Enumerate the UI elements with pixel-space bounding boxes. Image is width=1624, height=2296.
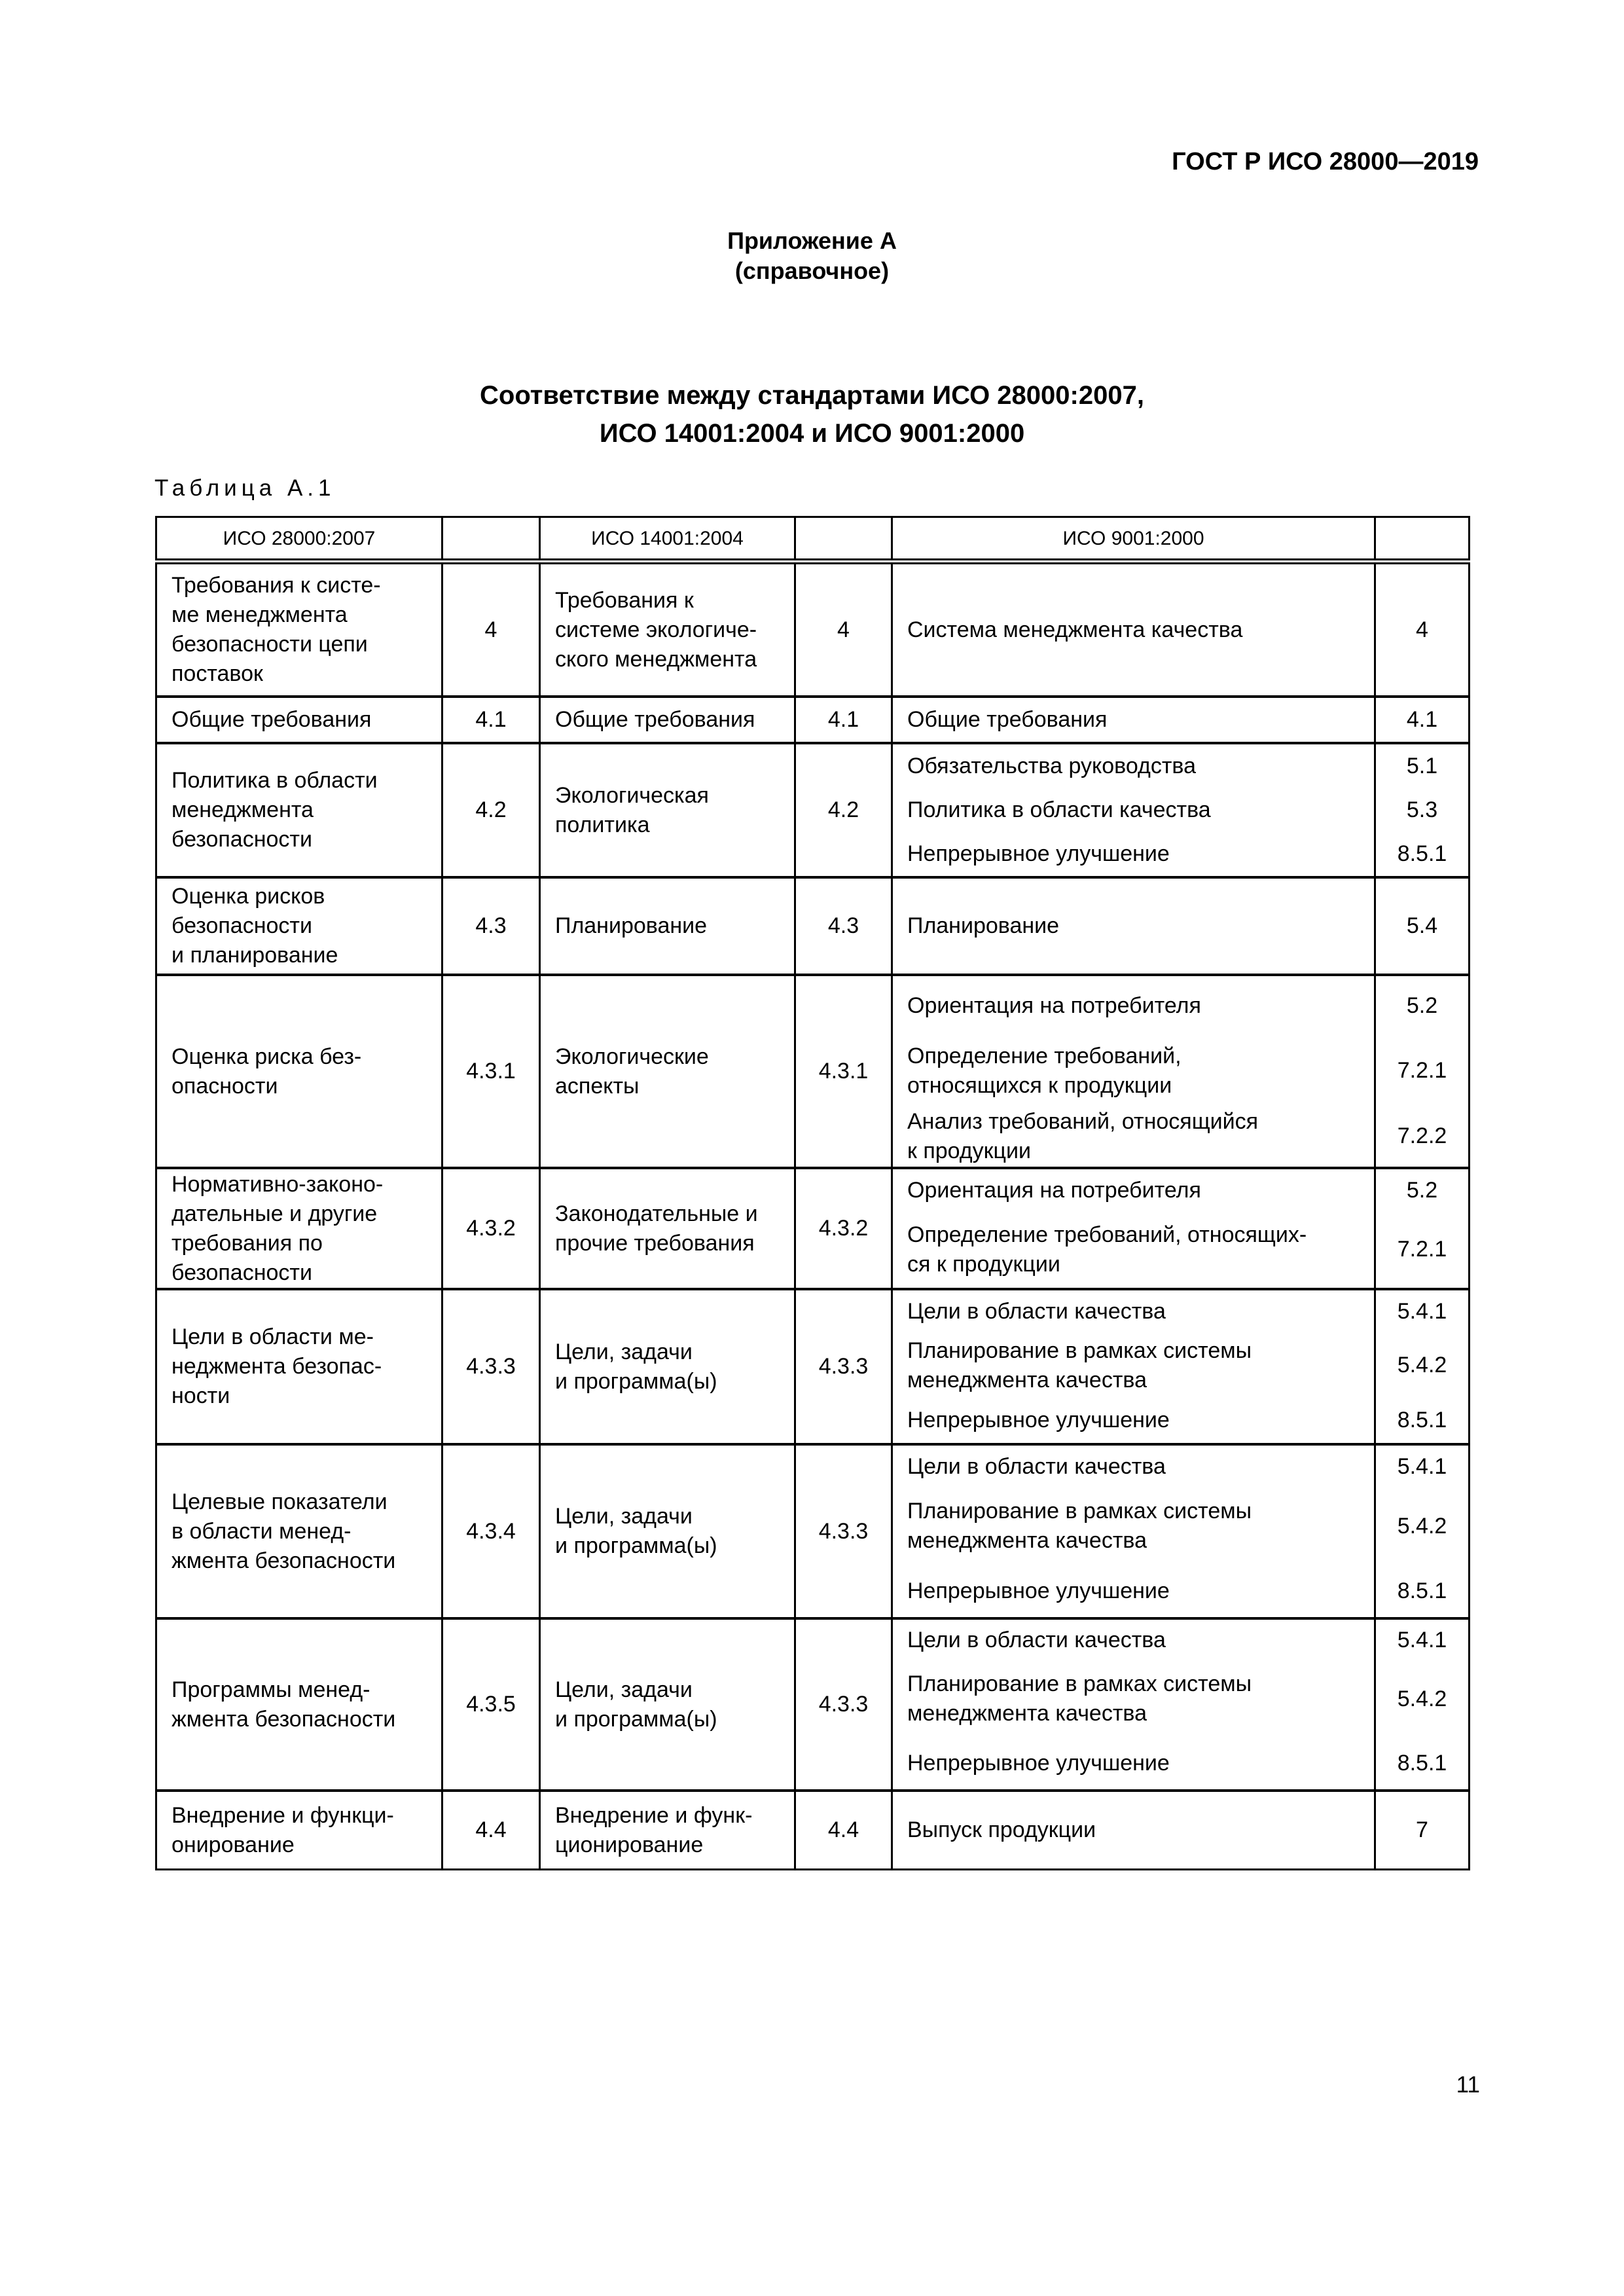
iso28000-requirement: Нормативно-законо- дательные и другие требования по безопасности [156, 1168, 442, 1289]
iso9001-clause: 8.5.1 [1375, 832, 1470, 877]
iso28000-clause: 4.1 [442, 697, 540, 743]
iso28000-requirement: Программы менед- жмента безопасности [156, 1618, 442, 1791]
iso9001-requirement: Определение требований, относящих- ся к продукции [892, 1211, 1375, 1289]
iso14001-requirement: Цели, задачи и программа(ы) [540, 1444, 795, 1618]
iso14001-requirement: Цели, задачи и программа(ы) [540, 1618, 795, 1791]
iso9001-clause: 5.1 [1375, 743, 1470, 788]
iso14001-clause: 4.3.2 [795, 1168, 892, 1289]
iso14001-requirement: Требования к системе экологиче- ского менеджмента [540, 562, 795, 697]
iso9001-clause: 5.4.2 [1375, 1487, 1470, 1565]
table-row [156, 1618, 1470, 1661]
iso9001-requirement: Политика в области качества [892, 788, 1375, 832]
iso9001-clause: 7.2.1 [1375, 1211, 1470, 1289]
iso28000-requirement: Оценка риска без- опасности [156, 975, 442, 1168]
table-row [156, 562, 1470, 697]
iso14001-requirement: Законодательные и прочие требования [540, 1168, 795, 1289]
table-title-line-2: ИСО 14001:2004 и ИСО 9001:2000 [599, 419, 1025, 448]
iso28000-requirement: Целевые показатели в области менед- жмента безопасности [156, 1444, 442, 1618]
iso28000-clause: 4.3.5 [442, 1618, 540, 1791]
iso28000-clause: 4.3.1 [442, 975, 540, 1168]
iso9001-requirement: Обязательства руководства [892, 743, 1375, 788]
iso9001-clause: 4.1 [1375, 697, 1470, 743]
iso14001-clause: 4.2 [795, 743, 892, 877]
iso14001-requirement: Экологические аспекты [540, 975, 795, 1168]
iso28000-requirement: Цели в области ме- неджмента безопас- ности [156, 1289, 442, 1444]
iso14001-clause: 4 [795, 562, 892, 697]
iso14001-clause: 4.3.3 [795, 1289, 892, 1444]
iso9001-clause: 5.4 [1375, 877, 1470, 975]
iso28000-clause: 4 [442, 562, 540, 697]
iso9001-requirement: Планирование в рамках системы менеджмента качества [892, 1661, 1375, 1737]
iso28000-clause: 4.3.2 [442, 1168, 540, 1289]
iso9001-requirement: Анализ требований, относящийся к продукции [892, 1106, 1375, 1168]
appendix-subtitle: (справочное) [734, 257, 890, 284]
iso28000-requirement: Политика в области менеджмента безопасности [156, 743, 442, 877]
iso14001-requirement: Планирование [540, 877, 795, 975]
iso9001-clause: 5.2 [1375, 1168, 1470, 1211]
iso9001-requirement: Выпуск продукции [892, 1791, 1375, 1870]
iso28000-requirement: Общие требования [156, 697, 442, 743]
table-row [156, 975, 1470, 1036]
header-iso14001-clause [795, 517, 892, 562]
iso9001-requirement: Непрерывное улучшение [892, 1398, 1375, 1444]
header-iso28000: ИСО 28000:2007 [156, 517, 442, 562]
iso9001-requirement: Ориентация на потребителя [892, 1168, 1375, 1211]
correspondence-table [155, 516, 1470, 1870]
iso14001-clause: 4.4 [795, 1791, 892, 1870]
table-title-line-1: Соответствие между стандартами ИСО 28000:2007, [480, 381, 1144, 410]
iso14001-requirement: Экологическая политика [540, 743, 795, 877]
iso9001-requirement: Определение требований, относящихся к продукции [892, 1036, 1375, 1106]
table-row [156, 743, 1470, 788]
iso28000-clause: 4.2 [442, 743, 540, 877]
iso28000-requirement: Внедрение и функци- онирование [156, 1791, 442, 1870]
iso9001-clause: 5.4.2 [1375, 1661, 1470, 1737]
iso9001-requirement: Непрерывное улучшение [892, 1565, 1375, 1618]
iso9001-clause: 4 [1375, 562, 1470, 697]
appendix-heading [0, 226, 1624, 286]
iso9001-clause: 8.5.1 [1375, 1565, 1470, 1618]
iso9001-requirement: Цели в области качества [892, 1444, 1375, 1487]
iso9001-clause: 5.2 [1375, 975, 1470, 1036]
standard-code: ГОСТ Р ИСО 28000—2019 [1172, 148, 1479, 175]
iso14001-clause: 4.3.3 [795, 1618, 892, 1791]
iso14001-requirement: Общие требования [540, 697, 795, 743]
iso9001-clause: 8.5.1 [1375, 1737, 1470, 1791]
iso14001-clause: 4.1 [795, 697, 892, 743]
table-row [156, 1168, 1470, 1211]
iso9001-requirement: Цели в области качества [892, 1289, 1375, 1333]
iso9001-clause: 5.4.1 [1375, 1444, 1470, 1487]
iso14001-requirement: Внедрение и функ- ционирование [540, 1791, 795, 1870]
table-body [156, 562, 1470, 1870]
iso9001-clause: 7.2.1 [1375, 1036, 1470, 1106]
header-iso9001: ИСО 9001:2000 [892, 517, 1375, 562]
iso9001-requirement: Планирование [892, 877, 1375, 975]
header-iso9001-clause [1375, 517, 1470, 562]
table-header-row [156, 517, 1470, 562]
iso9001-requirement: Непрерывное улучшение [892, 832, 1375, 877]
iso9001-requirement: Ориентация на потребителя [892, 975, 1375, 1036]
iso14001-clause: 4.3.3 [795, 1444, 892, 1618]
table-title [0, 376, 1624, 452]
header-iso14001: ИСО 14001:2004 [540, 517, 795, 562]
header-iso28000-clause [442, 517, 540, 562]
iso14001-requirement: Цели, задачи и программа(ы) [540, 1289, 795, 1444]
iso28000-requirement: Требования к систе- ме менеджмента безопасности цепи поставок [156, 562, 442, 697]
table-row [156, 1444, 1470, 1487]
iso9001-requirement: Цели в области качества [892, 1618, 1375, 1661]
iso9001-clause: 5.4.2 [1375, 1333, 1470, 1398]
iso28000-clause: 4.3.4 [442, 1444, 540, 1618]
table-row [156, 1289, 1470, 1333]
iso9001-clause: 5.3 [1375, 788, 1470, 832]
table-row [156, 697, 1470, 743]
page-number: 11 [1456, 2072, 1480, 2098]
table-row [156, 877, 1470, 975]
iso9001-clause: 7 [1375, 1791, 1470, 1870]
iso9001-clause: 5.4.1 [1375, 1618, 1470, 1661]
iso28000-clause: 4.3.3 [442, 1289, 540, 1444]
iso9001-requirement: Система менеджмента качества [892, 562, 1375, 697]
table-label: Таблица А.1 [154, 475, 336, 501]
iso14001-clause: 4.3.1 [795, 975, 892, 1168]
iso9001-clause: 5.4.1 [1375, 1289, 1470, 1333]
table-row [156, 1791, 1470, 1870]
appendix-title: Приложение А [727, 227, 897, 254]
iso9001-requirement: Планирование в рамках системы менеджмента качества [892, 1487, 1375, 1565]
iso28000-clause: 4.4 [442, 1791, 540, 1870]
iso14001-clause: 4.3 [795, 877, 892, 975]
iso9001-clause: 7.2.2 [1375, 1106, 1470, 1168]
iso9001-requirement: Общие требования [892, 697, 1375, 743]
iso9001-requirement: Планирование в рамках системы менеджмента качества [892, 1333, 1375, 1398]
iso28000-requirement: Оценка рисков безопасности и планирование [156, 877, 442, 975]
iso28000-clause: 4.3 [442, 877, 540, 975]
iso9001-clause: 8.5.1 [1375, 1398, 1470, 1444]
iso9001-requirement: Непрерывное улучшение [892, 1737, 1375, 1791]
